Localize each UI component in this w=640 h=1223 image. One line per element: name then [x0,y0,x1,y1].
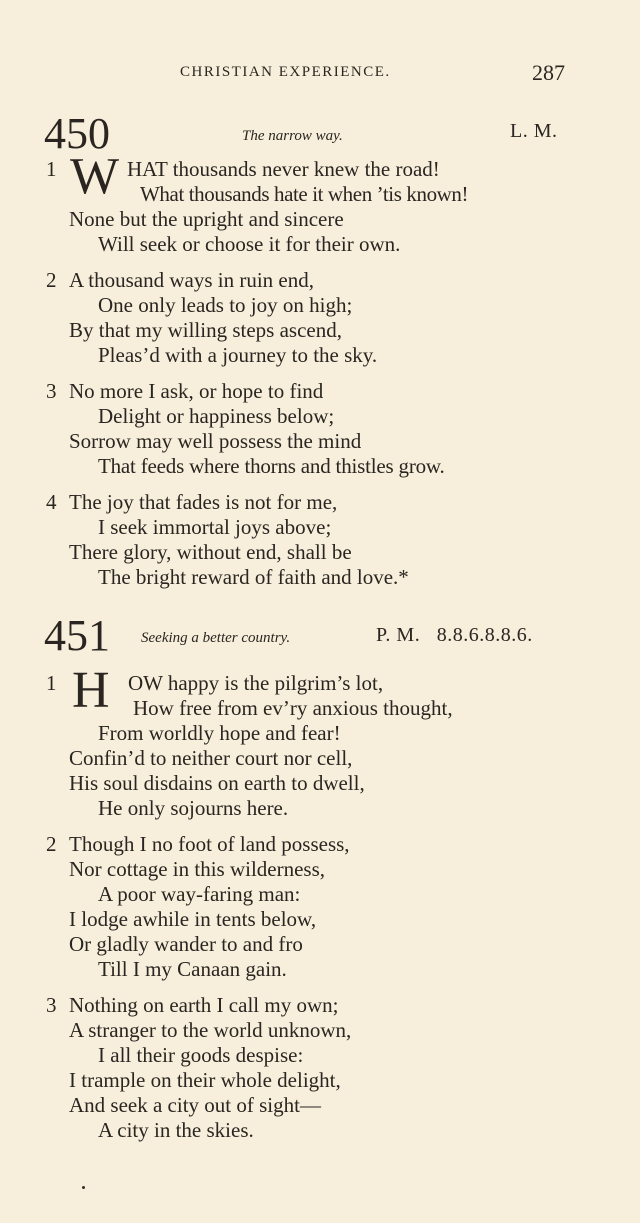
verse-line: A stranger to the world unknown, [69,1018,352,1042]
hymn-meter: P. M. 8.8.6.8.8.6. [376,624,533,646]
verse-line: His soul disdains on earth to dwell, [69,771,365,795]
verse-line: He only sojourns here. [98,796,289,820]
hymn-title: Seeking a better country. [141,630,291,646]
verse-line: Though I no foot of land possess, [69,832,350,856]
verse-line: There glory, without end, shall be [69,540,352,564]
verse-number: 2 [46,268,57,292]
verse-line: And seek a city out of sight— [69,1093,321,1117]
verse-line: Till I my Canaan gain. [98,957,287,981]
verse-line: By that my willing steps ascend, [69,318,342,342]
running-head [0,62,640,90]
running-head-title: CHRISTIAN EXPERIENCE. [180,64,391,80]
verse-line: How free from ev’ry anxious thought, [133,696,453,720]
verse-line: I all their goods despise: [98,1043,304,1067]
verse-line: Nothing on earth I call my own; [69,993,339,1017]
verse-line: The bright reward of faith and love.* [98,565,409,589]
verse-line: Pleas’d with a journey to the sky. [98,343,378,367]
verse-number: 1 [46,157,57,181]
verse-line: Or gladly wander to and fro [69,932,303,956]
verse-line: None but the upright and sincere [69,207,344,231]
verse-line: Sorrow may well possess the mind [69,429,362,453]
verse-number: 3 [46,379,57,403]
verse-line: What thousands hate it when ’tis known! [140,182,469,206]
verse-number: 2 [46,832,57,856]
verse-line: I lodge awhile in tents below, [69,907,317,931]
verse-line: From worldly hope and fear! [98,721,341,745]
verse-line: I seek immortal joys above; [98,515,332,539]
page-number: 287 [532,60,565,85]
verse-line: One only leads to joy on high; [98,293,353,317]
verse-line: I trample on their whole delight, [69,1068,341,1092]
hymn-number: 451 [44,611,110,660]
hymn-451-header [0,611,640,660]
verse-number: 3 [46,993,57,1017]
verse-line: A city in the skies. [98,1118,254,1142]
verse-line: No more I ask, or hope to find [69,379,324,403]
verse-line: Delight or happiness below; [98,404,335,428]
verse-line: A thousand ways in ruin end, [69,268,314,292]
verse-line: HAT thousands never knew the road! [127,157,440,181]
verse-line: OW happy is the pilgrim’s lot, [128,671,384,695]
verse-line: Nor cottage in this wilderness, [69,857,326,881]
verse-line: Will seek or choose it for their own. [98,232,401,256]
verse-line: That feeds where thorns and thistles grow. [98,454,445,478]
drop-cap: H [72,662,110,719]
hymn-meter: L. M. [510,120,558,142]
drop-cap: W [70,148,120,205]
hymn-number: 450 [44,109,110,158]
hymn-title: The narrow way. [242,128,343,144]
verse-number: 1 [46,671,57,695]
verse-line: Confin’d to neither court nor cell, [69,746,353,770]
verse-number: 4 [46,490,57,514]
verse-line: A poor way-faring man: [98,882,301,906]
verse-line: The joy that fades is not for me, [69,490,338,514]
paper-speck [82,1186,85,1189]
